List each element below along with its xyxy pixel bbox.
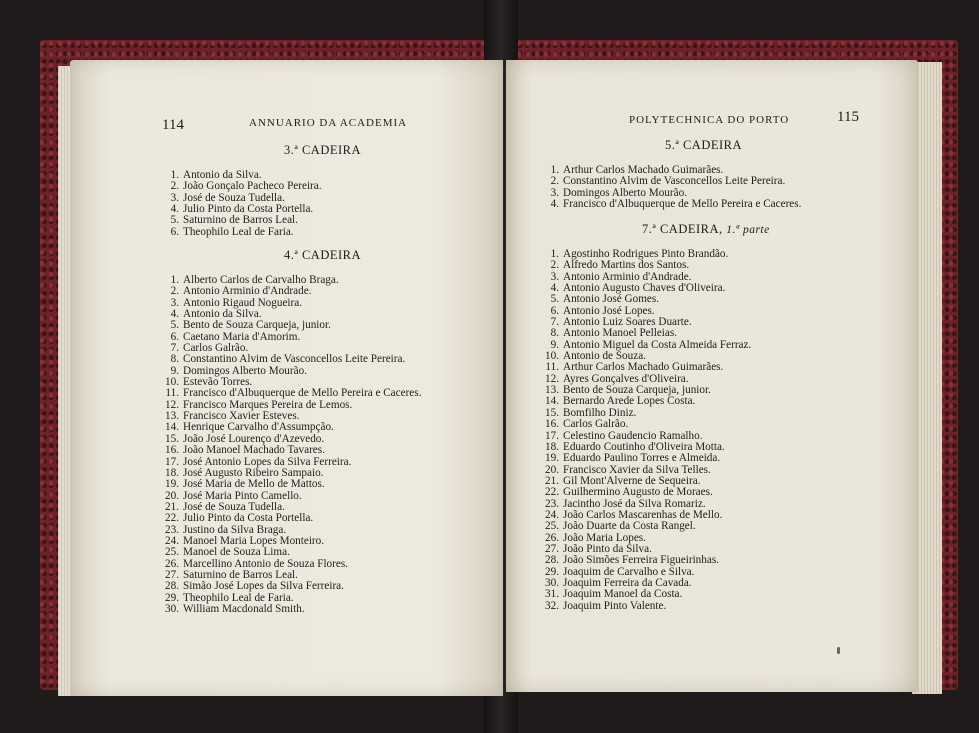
entry-number: 4. [550,198,559,211]
entry-number: 29. [165,591,179,604]
entry-name: Domingos Alberto Mourão. [183,364,307,377]
entry-name: João Simões Ferreira Figueirinhas. [563,554,719,567]
entry-name: Antonio Augusto Chaves d'Oliveira. [563,282,726,295]
entry-name: José Maria de Mello de Mattos. [183,478,325,491]
entry-number: 13. [545,384,559,397]
entry-number: 6. [170,225,179,238]
entry-name: Antonio Miguel da Costa Almeida Ferraz. [563,338,752,351]
entry-name: João Duarte da Costa Rangel. [563,520,696,533]
entry-number: 1. [170,169,179,181]
entry-number: 10. [545,350,559,363]
entry-number: 15. [165,432,179,445]
entry-name: Theophilo Leal de Faria. [183,225,294,238]
entry-number: 17. [545,429,559,442]
entry-name: Bento de Souza Carqueja, junior. [563,384,711,397]
entry-name: Joaquim de Carvalho e Silva. [563,565,695,578]
entry-list-7a-cadeira [540,249,751,612]
entry-name: João Pinto da Silva. [563,542,652,555]
entry-number: 26. [165,557,179,570]
section-title-7a-label: 7.ª CADEIRA, [642,222,723,236]
entry-number: 30. [165,602,179,615]
entry-name: José Antonio Lopes da Silva Ferreira. [183,455,352,468]
entry-name: Eduardo Paulino Torres e Almeida. [563,452,721,465]
entry-number: 25. [165,546,179,559]
entry-name: José de Souza Tudella. [183,191,285,204]
right-page-number: 115 [837,109,859,125]
entry-name: Antonio Rigaud Nogueira. [183,296,303,309]
entry-number: 14. [165,421,179,434]
entry-name: Gil Mont'Alverne de Sequeira. [563,474,701,487]
entry-number: 8. [550,327,559,340]
entry-name: Constantino Alvim de Vasconcellos Leite Pereira. [563,175,786,188]
entry-list-5a-cadeira [540,165,801,210]
entry-name: Joaquim Manoel da Costa. [563,588,683,601]
entry-number: 1. [550,164,559,176]
entry-number: 17. [165,455,179,468]
section-title-4a-cadeira: 4.ª CADEIRA [284,248,362,262]
entry-name: Theophilo Leal de Faria. [183,591,294,604]
entry-name: João Carlos Mascarenhas de Mello. [563,508,723,521]
entry-name: Antonio de Souza. [563,350,646,363]
entry-name: Ayres Gonçalves d'Oliveira. [563,372,689,385]
entry-name: Joaquim Pinto Valente. [563,599,667,612]
entry-name: João José Lourenço d'Azevedo. [183,432,325,445]
entry-name: Carlos Galrão. [183,342,249,355]
entry-number: 4. [550,282,559,295]
entry-name: Agostinho Rodrigues Pinto Brandão. [563,248,729,260]
entry-list-4a-cadeira [160,275,421,615]
entry-name: Arthur Carlos Machado Guimarães. [563,164,724,176]
entry-number: 24. [165,534,179,547]
entry-name: Arthur Carlos Machado Guimarães. [563,361,724,374]
entry-name: Antonio José Gomes. [563,293,660,306]
entry-name: Francisco d'Albuquerque de Mello Pereira e Caceres. [183,387,422,400]
entry-number: 9. [550,338,559,351]
entry-name: Marcellino Antonio de Souza Flores. [183,557,348,570]
entry-name: João Gonçalo Pacheco Pereira. [183,180,322,193]
entry-name: Alfredo Martins dos Santos. [563,259,690,272]
section-title-3a-cadeira: 3.ª CADEIRA [284,143,362,157]
entry-number: 25. [545,520,559,533]
entry-number: 28. [545,554,559,567]
entry-number: 2. [170,285,179,298]
entry-number: 20. [545,463,559,476]
entry-name: Guilhermino Augusto de Moraes. [563,486,713,499]
entry-name: Bernardo Arede Lopes Costa. [563,395,696,408]
right-running-head: POLYTECHNICA DO PORTO [629,114,790,126]
entry-number: 18. [545,440,559,453]
entry-name: Antonio da Silva. [183,169,262,181]
entry-number: 3. [550,186,559,199]
entry-number: 22. [545,486,559,499]
entry-number: 31. [545,588,559,601]
entry-number: 10. [165,376,179,389]
entry-name: Constantino Alvim de Vasconcellos Leite Pereira. [183,353,406,366]
entry-number: 4. [170,203,179,216]
entry-name: Carlos Galrão. [563,418,629,431]
entry-name: William Macdonald Smith. [183,602,305,615]
entry-number: 9. [170,364,179,377]
entry-number: 20. [165,489,179,502]
entry-number: 28. [165,580,179,593]
list-item [540,199,801,210]
left-page-number: 114 [162,117,184,133]
entry-number: 2. [170,180,179,193]
entry-number: 18. [165,466,179,479]
entry-number: 19. [545,452,559,465]
entry-number: 1. [170,274,179,286]
entry-number: 26. [545,531,559,544]
entry-name: Jacintho José da Silva Romariz. [563,497,706,510]
entry-name: Francisco d'Albuquerque de Mello Pereira e Caceres. [563,198,802,211]
entry-name: Antonio José Lopes. [563,304,655,317]
entry-number: 23. [545,497,559,510]
entry-number: 7. [550,316,559,329]
entry-number: 29. [545,565,559,578]
entry-number: 27. [165,568,179,581]
entry-number: 12. [165,398,179,411]
entry-number: 22. [165,512,179,525]
ink-speck [837,647,840,654]
entry-name: José de Souza Tudella. [183,500,285,513]
entry-number: 7. [170,342,179,355]
entry-name: Antonio da Silva. [183,308,262,321]
entry-number: 11. [165,387,179,400]
entry-number: 5. [170,214,179,227]
entry-number: 2. [550,175,559,188]
entry-name: Julio Pinto da Costa Portella. [183,203,314,216]
section-title-5a-cadeira: 5.ª CADEIRA [665,138,743,152]
entry-name: Caetano Maria d'Amorim. [183,330,301,343]
list-item [160,227,322,238]
entry-name: Saturnino de Barros Leal. [183,214,298,227]
entry-name: Celestino Gaudencio Ramalho. [563,429,703,442]
entry-list-3a-cadeira [160,170,322,238]
left-running-head: ANNUARIO DA ACADEMIA [249,117,408,129]
list-item [540,601,751,612]
entry-name: Francisco Xavier da Silva Telles. [563,463,711,476]
entry-name: Manoel de Souza Lima. [183,546,290,559]
entry-name: Joaquim Ferreira da Cavada. [563,576,692,589]
entry-number: 16. [165,444,179,457]
entry-number: 1. [550,248,559,260]
entry-number: 3. [170,296,179,309]
entry-number: 30. [545,576,559,589]
entry-name: Manoel Maria Lopes Monteiro. [183,534,325,547]
entry-name: Francisco Xavier Esteves. [183,410,300,423]
entry-number: 6. [170,330,179,343]
entry-name: Estevão Torres. [183,376,253,389]
entry-number: 21. [165,500,179,513]
entry-number: 3. [550,270,559,283]
entry-number: 12. [545,372,559,385]
entry-number: 21. [545,474,559,487]
entry-name: Francisco Marques Pereira de Lemos. [183,398,353,411]
entry-number: 15. [545,406,559,419]
entry-name: Antonio Manoel Pelleias. [563,327,678,340]
entry-name: Bomfilho Diniz. [563,406,637,419]
entry-name: João Manoel Machado Tavares. [183,444,325,457]
entry-name: Bento de Souza Carqueja, junior. [183,319,331,332]
entry-number: 3. [170,191,179,204]
entry-number: 11. [545,361,559,374]
section-title-7a-part: 1.ª parte [726,224,770,236]
entry-number: 23. [165,523,179,536]
entry-name: Antonio Luiz Soares Duarte. [563,316,692,329]
entry-number: 24. [545,508,559,521]
entry-number: 8. [170,353,179,366]
entry-name: Julio Pinto da Costa Portella. [183,512,314,525]
entry-number: 16. [545,418,559,431]
entry-name: Saturnino de Barros Leal. [183,568,298,581]
entry-number: 13. [165,410,179,423]
entry-name: Antonio Arminio d'Andrade. [563,270,692,283]
entry-name: Domingos Alberto Mourão. [563,186,687,199]
entry-number: 2. [550,259,559,272]
entry-name: João Maria Lopes. [563,531,646,544]
entry-name: Justino da Silva Braga. [183,523,287,536]
entry-number: 5. [550,293,559,306]
section-title-7a-cadeira [642,222,770,237]
entry-number: 32. [545,599,559,612]
entry-number: 6. [550,304,559,317]
entry-number: 5. [170,319,179,332]
entry-name: Eduardo Coutinho d'Oliveira Motta. [563,440,725,453]
entry-number: 4. [170,308,179,321]
entry-name: Simão José Lopes da Silva Ferreira. [183,580,344,593]
list-item [160,604,421,615]
entry-name: José Maria Pinto Camello. [183,489,302,502]
entry-name: Antonio Arminio d'Andrade. [183,285,312,298]
entry-name: José Augusto Ribeiro Sampaio. [183,466,324,479]
entry-name: Alberto Carlos de Carvalho Braga. [183,274,339,286]
entry-number: 14. [545,395,559,408]
entry-number: 19. [165,478,179,491]
entry-name: Henrique Carvalho d'Assumpção. [183,421,334,434]
entry-number: 27. [545,542,559,555]
